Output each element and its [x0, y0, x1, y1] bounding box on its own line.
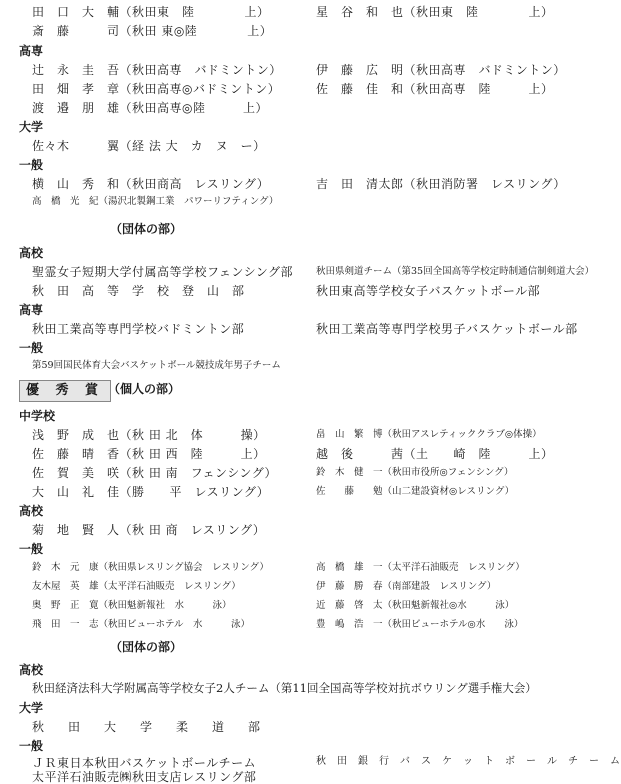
team-entry-left: 秋 田 高 等 学 校 登 山 部: [32, 284, 245, 298]
team-entry-left: 太平洋石油販売㈱秋田支店レスリング部: [32, 770, 257, 784]
category-label: 高専: [19, 303, 44, 317]
entry-right: 伊 藤 広 明（秋田高専 バドミントン）: [316, 63, 566, 77]
category-label: 高専: [19, 44, 44, 58]
category-label: 高校: [19, 663, 44, 677]
entry-right: 畠 山 繁 博（秋田アスレティッククラブ◎体操）: [316, 429, 542, 440]
team-entry: 秋 田 大 学 柔 道 部: [32, 720, 261, 734]
entry-left: 奥 野 正 寛（秋田魁新報社 水 泳）: [32, 600, 232, 611]
entry-left: 斎 藤 司（秋田 東◎陸 上）: [32, 24, 273, 38]
category-label: 一般: [19, 341, 44, 355]
section-title: （団体の部）: [110, 640, 183, 654]
entry-left: 渡 邉 朋 雄（秋田高専◎陸 上）: [32, 101, 268, 115]
entry-left: 佐々木 翼（経 法 大 カ ヌ ー）: [32, 139, 266, 153]
team-entry-left: 秋田工業高等専門学校バドミントン部: [32, 322, 245, 336]
entry-left: 友木屋 英 雄（太平洋石油販売 レスリング）: [32, 581, 241, 592]
entry-left: 辻 永 圭 吾（秋田高専 バドミントン）: [32, 63, 282, 77]
entry-right: 鈴 木 健 一（秋田市役所◎フェンシング）: [316, 467, 514, 478]
category-label: 中学校: [19, 409, 56, 423]
section-title: （個人の部）: [108, 382, 181, 396]
entry-left: 田 畑 孝 章（秋田高専◎バドミントン）: [32, 82, 281, 96]
team-entry-right: 秋 田 銀 行 バ ス ケ ッ ト ボ ー ル チ ー ム: [316, 756, 621, 767]
entry-left: 佐 藤 晴 香（秋 田 西 陸 上）: [32, 447, 266, 461]
team-entry-right: 秋田工業高等専門学校男子バスケットボール部: [316, 322, 578, 336]
entry-left: 鈴 木 元 康（秋田県レスリング協会 レスリング）: [32, 562, 269, 573]
entry-left: 飛 田 一 志（秋田ビューホテル 水 泳）: [32, 619, 251, 630]
entry-left: 大 山 礼 佳（勝 平 レスリング）: [32, 485, 270, 499]
team-entry-left: 聖霊女子短期大学付属高等学校フェンシング部: [32, 265, 294, 279]
entry-left: 菊 地 賢 人（秋 田 商 レスリング）: [32, 523, 266, 537]
entry-left: 佐 賀 美 咲（秋 田 南 フェンシング）: [32, 466, 278, 480]
entry-right: 高 橋 雄 一（太平洋石油販売 レスリング）: [316, 562, 525, 573]
award-title-box: 優 秀 賞: [19, 380, 111, 402]
entry-left: 横 山 秀 和（秋田商高 レスリング）: [32, 177, 270, 191]
category-label: 大学: [19, 120, 44, 134]
team-entry: 秋田経済法科大学附属高等学校女子2人チーム（第11回全国高等学校対抗ボウリング選手権大会）: [32, 681, 537, 695]
entry-left: 高 橋 光 紀（湯沢北製鋼工業 パワーリフティング）: [32, 196, 279, 207]
entry-left: 浅 野 成 也（秋 田 北 体 操）: [32, 428, 266, 442]
category-label: 高校: [19, 504, 44, 518]
section-title: （団体の部）: [110, 222, 183, 236]
team-entry-left: 第59回国民体育大会バスケットボール競技成年男子チーム: [32, 360, 281, 371]
category-label: 一般: [19, 542, 44, 556]
team-entry-right: 秋田東高等学校女子バスケットボール部: [316, 284, 541, 298]
entry-right: 星 谷 和 也（秋田東 陸 上）: [316, 5, 554, 19]
team-entry-right: 秋田県剣道チーム（第35回全国高等学校定時制通信制剣道大会）: [316, 266, 595, 277]
entry-right: 佐 藤 佳 和（秋田高専 陸 上）: [316, 82, 554, 96]
entry-right: 佐 藤 勉（山二建設資材◎レスリング）: [316, 486, 515, 497]
entry-right: 近 藤 啓 太（秋田魁新報社◎水 泳）: [316, 600, 515, 611]
category-label: 一般: [19, 739, 44, 753]
team-entry-left: ＪＲ東日本秋田バスケットボールチーム: [32, 756, 257, 770]
entry-right: 越 後 茜（土 崎 陸 上）: [316, 447, 554, 461]
category-label: 一般: [19, 158, 44, 172]
category-label: 高校: [19, 246, 44, 260]
entry-right: 豊 嶋 浩 一（秋田ビューホテル◎水 泳）: [316, 619, 524, 630]
entry-right: 伊 藤 勝 春（南部建設 レスリング）: [316, 581, 497, 592]
category-label: 大学: [19, 701, 44, 715]
entry-right: 吉 田 清太郎（秋田消防署 レスリング）: [316, 177, 566, 191]
entry-left: 田 口 大 輔（秋田東 陸 上）: [32, 5, 270, 19]
